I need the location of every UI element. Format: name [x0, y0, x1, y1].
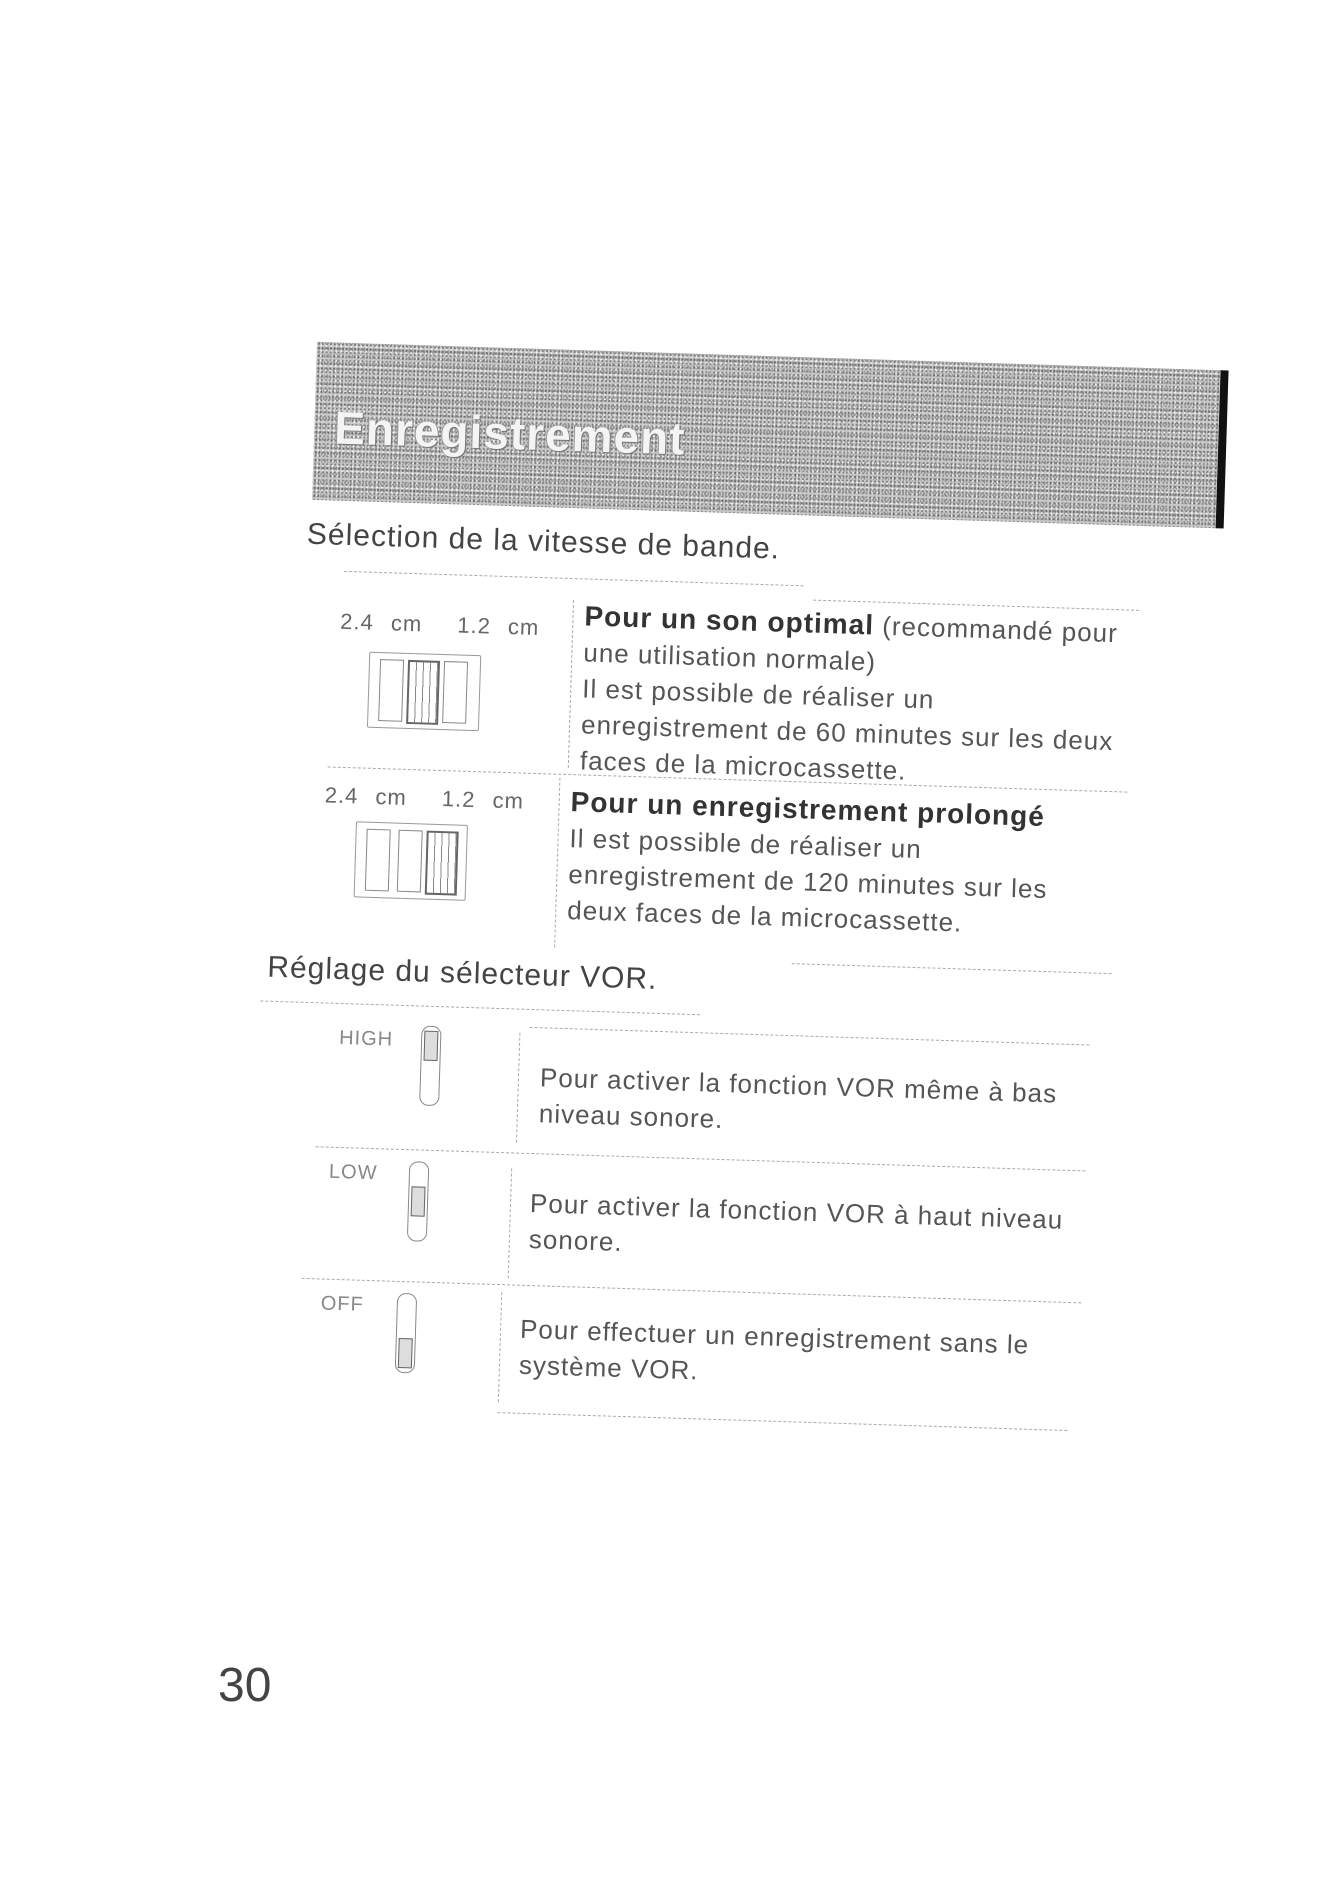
speed-option-title: Pour un son optimal	[584, 600, 875, 641]
vor-switch-low	[407, 1161, 430, 1242]
table-divider	[568, 600, 574, 768]
table-row-rule	[316, 1146, 1086, 1171]
heading-underline	[260, 1000, 700, 1015]
heading-underline	[344, 571, 804, 586]
speed-option-note: (recommandé pour une utilisation normale)	[582, 610, 1119, 677]
speed-option-text: Il est possible de réaliser un enregistrement de 120 minutes sur les deux faces de la microcassette.	[566, 823, 1048, 938]
vor-switch-high	[419, 1026, 442, 1107]
table-bottom-rule	[792, 963, 1112, 974]
switch-slot	[442, 661, 468, 724]
speed-labels-row-2	[324, 782, 524, 814]
switch-knob-fast	[406, 660, 440, 725]
vor-label-high: HIGH	[338, 1026, 394, 1051]
table-divider	[508, 1168, 512, 1278]
speed-label-fast: 2.4 cm	[324, 782, 408, 810]
switch-slot	[397, 830, 423, 893]
vor-switch-off	[395, 1293, 418, 1374]
page-number: 30	[218, 1659, 272, 1712]
switch-slot	[378, 659, 404, 722]
speed-switch-row-2	[354, 821, 468, 900]
speed-option-title: Pour un enregistrement prolongé	[570, 786, 1046, 832]
table-top-rule	[530, 1027, 1090, 1046]
table-divider	[554, 778, 560, 948]
speed-description-row-1	[579, 598, 1124, 795]
table-row-rule	[302, 1278, 1082, 1303]
speed-label-fast: 2.4 cm	[339, 608, 423, 637]
tape-speed-heading: Sélection de la vitesse de bande.	[306, 517, 781, 566]
vor-label-off: OFF	[320, 1292, 365, 1316]
speed-option-text: Il est possible de réaliser un enregistrement de 60 minutes sur les deux faces de la microcassette.	[579, 673, 1114, 786]
switch-slot	[365, 829, 391, 892]
switch-knob-slow	[425, 831, 459, 896]
vor-description-low: Pour activer la fonction VOR à haut niveau sonore.	[528, 1188, 1064, 1257]
vor-description-off: Pour effectuer un enregistrement sans le système VOR.	[518, 1313, 1030, 1386]
speed-labels-row-1	[340, 609, 540, 641]
table-bottom-rule	[497, 1412, 1067, 1431]
header-edge-bar	[1216, 370, 1229, 528]
speed-label-slow: 1.2 cm	[441, 786, 525, 814]
vor-knob	[411, 1186, 426, 1216]
speed-label-slow: 1.2 cm	[456, 612, 540, 641]
speed-description-row-2	[567, 784, 1111, 945]
vor-heading: Réglage du sélecteur VOR.	[266, 950, 658, 996]
vor-knob	[398, 1338, 413, 1368]
section-header-band	[312, 342, 1223, 528]
vor-knob	[424, 1031, 439, 1061]
table-divider	[498, 1292, 502, 1402]
vor-label-low: LOW	[328, 1160, 378, 1185]
section-title: Enregistrement	[333, 401, 687, 465]
table-divider	[516, 1033, 520, 1143]
speed-switch-row-1	[367, 652, 481, 731]
vor-description-high: Pour activer la fonction VOR même à bas niveau sonore.	[538, 1062, 1058, 1135]
